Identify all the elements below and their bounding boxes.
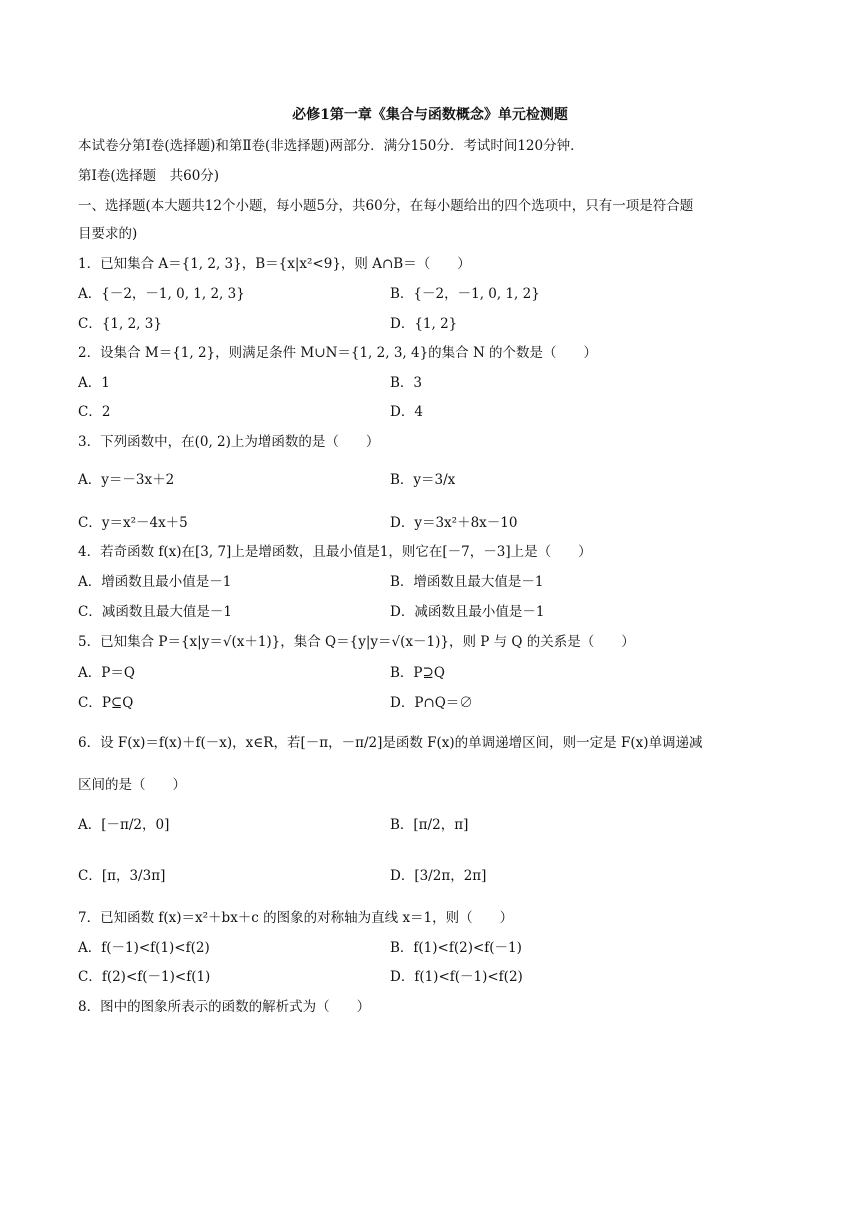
- option: D．P∩Q＝∅: [390, 695, 473, 711]
- option: C．{1, 2, 3}: [78, 316, 162, 332]
- option: A．y＝－3x＋2: [78, 472, 175, 488]
- option: A．1: [78, 375, 110, 391]
- option: C．P⊆Q: [78, 695, 134, 711]
- question-stem: 1．已知集合 A＝{1, 2, 3}，B＝{x|x²<9}，则 A∩B＝（ ）: [78, 256, 471, 272]
- option: B．P⊇Q: [390, 665, 445, 681]
- option: D．减函数且最小值是－1: [390, 604, 545, 620]
- question-stem: 7．已知函数 f(x)＝x²＋bx＋c 的图象的对称轴为直线 x＝1，则（ ）: [78, 910, 514, 926]
- option: C．f(2)<f(－1)<f(1): [78, 969, 211, 985]
- option: B．y＝3/x: [390, 472, 456, 488]
- option: B．3: [390, 375, 423, 391]
- option: C．减函数且最大值是－1: [78, 604, 232, 620]
- question-stem: 2．设集合 M＝{1, 2}，则满足条件 M∪N＝{1, 2, 3, 4}的集合 N 的个数是（ ）: [78, 345, 598, 361]
- section-heading: 一、选择题(本大题共12个小题，每小题5分，共60分，在每小题给出的四个选项中，只有一项是符合题: [78, 198, 694, 214]
- option: C．[π，3/3π]: [78, 868, 166, 884]
- option: D．4: [390, 404, 423, 420]
- option: C．y＝x²－4x＋5: [78, 515, 188, 531]
- part-heading: 第Ⅰ卷(选择题 共60分): [78, 168, 220, 184]
- intro-text: 本试卷分第Ⅰ卷(选择题)和第Ⅱ卷(非选择题)两部分．满分150分．考试时间120分钟．: [78, 138, 584, 154]
- option: B．{－2，－1, 0, 1, 2}: [390, 286, 540, 302]
- option: B．[π/2，π]: [390, 817, 469, 833]
- question-stem: 6．设 F(x)＝f(x)＋f(－x)，x∈R，若[－π，－π/2]是函数 F(x)的单调递增区间，则一定是 F(x)单调递减: [78, 735, 703, 751]
- option: B．增函数且最大值是－1: [390, 574, 544, 590]
- question-stem-cont: 区间的是（ ）: [78, 777, 186, 793]
- section-heading-cont: 目要求的): [78, 226, 138, 242]
- option: A．f(－1)<f(1)<f(2): [78, 940, 210, 956]
- option: A．{－2，－1, 0, 1, 2, 3}: [78, 286, 245, 302]
- option: D．[3/2π，2π]: [390, 868, 487, 884]
- question-stem: 5．已知集合 P＝{x|y＝√(x＋1)}，集合 Q＝{y|y＝√(x－1)}，则 P 与 Q 的关系是（ ）: [78, 634, 635, 650]
- option: C．2: [78, 404, 111, 420]
- option: D．y＝3x²＋8x－10: [390, 515, 518, 531]
- question-stem: 4．若奇函数 f(x)在[3, 7]上是增函数，且最小值是1，则它在[－7，－3]上是（ ）: [78, 544, 592, 560]
- option: D．f(1)<f(－1)<f(2): [390, 969, 523, 985]
- option: D．{1, 2}: [390, 316, 458, 332]
- question-stem: 8．图中的图象所表示的函数的解析式为（ ）: [78, 999, 371, 1015]
- option: A．P＝Q: [78, 665, 135, 681]
- question-stem: 3．下列函数中，在(0, 2)上为增函数的是（ ）: [78, 434, 380, 450]
- option: A．[－π/2，0]: [78, 817, 170, 833]
- page-title: 必修1第一章《集合与函数概念》单元检测题: [292, 107, 568, 123]
- option: A．增函数且最小值是－1: [78, 574, 232, 590]
- option: B．f(1)<f(2)<f(－1): [390, 940, 522, 956]
